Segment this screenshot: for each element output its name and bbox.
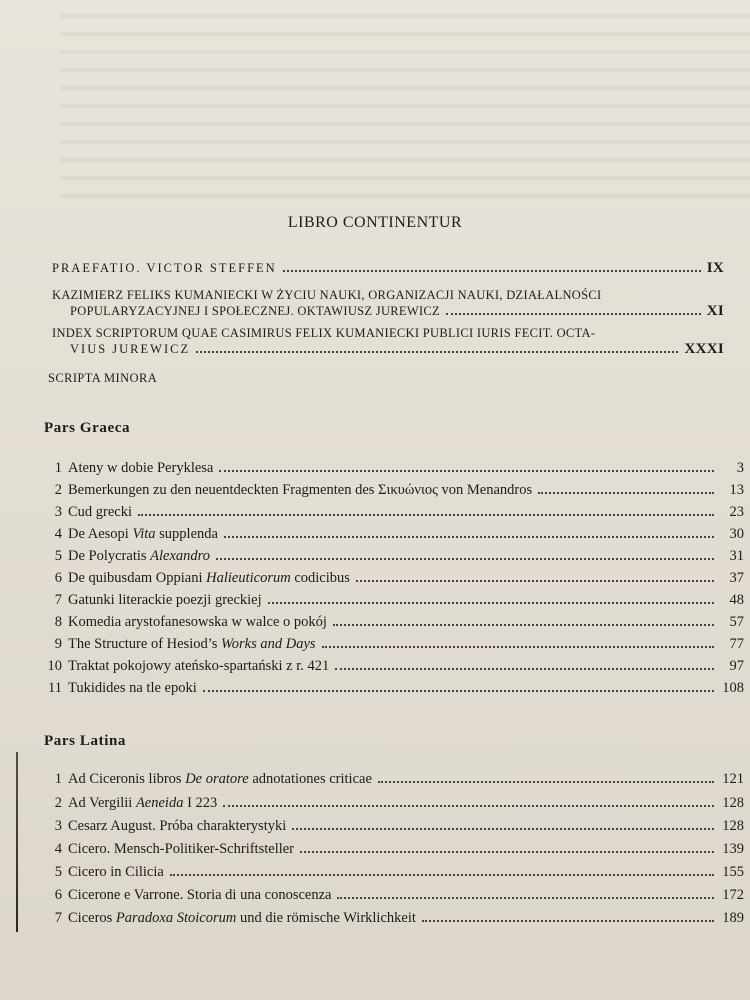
dot-leader xyxy=(335,668,714,670)
entry-number: 9 xyxy=(54,636,62,652)
page-number: 121 xyxy=(722,771,744,787)
dot-leader xyxy=(196,351,678,353)
dot-leader xyxy=(300,851,714,853)
page-number: 155 xyxy=(722,864,744,880)
dot-leader xyxy=(322,646,714,648)
book-gutter-edge xyxy=(16,752,18,932)
pars-latina-heading: Pars Latina xyxy=(44,733,127,749)
entry-number: 6 xyxy=(54,887,62,903)
toc-entry xyxy=(44,614,744,636)
dot-leader xyxy=(292,828,714,830)
entry-number: 7 xyxy=(54,910,62,926)
page-number: 3 xyxy=(736,460,744,476)
entry-line-1: INDEX SCRIPTORUM QUAE CASIMIRUS FELIX KUMANIECKI PUBLICI IURIS FECIT. OCTA- xyxy=(52,326,596,340)
page-number: 128 xyxy=(722,795,744,811)
dot-leader xyxy=(333,624,714,626)
toc-entry xyxy=(44,570,744,592)
contents-title: LIBRO CONTINENTUR xyxy=(287,214,463,231)
page-number: 77 xyxy=(729,636,744,652)
entry-title: Cesarz August. Próba charakterystyki xyxy=(68,818,287,834)
page-number: 139 xyxy=(722,841,744,857)
entry-title: De quibusdam Oppiani Halieuticorum codicibus xyxy=(68,570,350,586)
entry-title: Ciceros Paradoxa Stoicorum und die römische Wirklichkeit xyxy=(68,910,416,926)
entry-title: Gatunki literackie poezji greckiej xyxy=(68,592,262,608)
front-matter-praefatio xyxy=(52,260,724,276)
page-number: 108 xyxy=(722,680,744,696)
entry-title: Bemerkungen zu den neuentdeckten Fragmenten des Σικυώνιος von Menandros xyxy=(68,482,533,498)
entry-title: Cud grecki xyxy=(68,504,133,520)
page-number: 128 xyxy=(722,818,744,834)
toc-entry xyxy=(44,887,744,909)
front-matter-kumaniecki xyxy=(52,287,724,319)
toc-entry xyxy=(44,910,744,932)
entry-line-2: VIUS JUREWICZ xyxy=(70,342,191,356)
dot-leader xyxy=(268,602,714,604)
entry-number: 7 xyxy=(54,592,62,608)
entry-title: Tukidides na tle epoki xyxy=(68,680,197,696)
dot-leader xyxy=(538,492,714,494)
page-number: 189 xyxy=(722,910,744,926)
dot-leader xyxy=(170,874,714,876)
page-number: 172 xyxy=(722,887,744,903)
toc-entry xyxy=(44,548,744,570)
toc-entry xyxy=(44,636,744,658)
toc-entry xyxy=(44,482,744,504)
toc-entry xyxy=(44,818,744,840)
page-number: 48 xyxy=(729,592,744,608)
entry-title: De Aesopi Vita supplenda xyxy=(68,526,218,542)
page-number: 13 xyxy=(729,482,744,498)
dot-leader xyxy=(378,781,714,783)
dot-leader xyxy=(216,558,714,560)
toc-entry xyxy=(44,795,744,817)
scripta-minora-heading: SCRIPTA MINORA xyxy=(48,371,158,385)
page-number: 57 xyxy=(729,614,744,630)
dot-leader xyxy=(446,313,701,315)
toc-entry xyxy=(44,680,744,702)
dot-leader xyxy=(219,470,714,472)
page-number: 30 xyxy=(729,526,744,542)
entry-title: Traktat pokojowy ateńsko-spartański z r. 421 xyxy=(68,658,330,674)
entry-number: 8 xyxy=(54,614,62,630)
entry-title: The Structure of Hesiod’s Works and Days xyxy=(68,636,316,652)
entry-number: 11 xyxy=(48,680,62,696)
bleed-through-text xyxy=(60,0,750,210)
dot-leader xyxy=(223,805,714,807)
page-number: 97 xyxy=(729,658,744,674)
entry-number: 3 xyxy=(54,818,62,834)
dot-leader xyxy=(224,536,714,538)
dot-leader xyxy=(283,270,701,272)
page-number: 23 xyxy=(729,504,744,520)
entry-line-2: POPULARYZACYJNEJ I SPOŁECZNEJ. OKTAWIUSZ JUREWICZ xyxy=(70,304,440,318)
entry-number: 3 xyxy=(54,504,62,520)
entry-title: Komedia arystofanesowska w walce o pokój xyxy=(68,614,327,630)
entry-number: 1 xyxy=(54,460,62,476)
entry-title: Cicerone e Varrone. Storia di una conoscenza xyxy=(68,887,332,903)
entry-number: 5 xyxy=(54,864,62,880)
dot-leader xyxy=(337,897,714,899)
page-number: 37 xyxy=(729,570,744,586)
entry-number: 10 xyxy=(47,658,62,674)
toc-entry xyxy=(44,460,744,482)
dot-leader xyxy=(138,514,714,516)
page-number: XXXI xyxy=(684,341,724,357)
entry-title: Ad Vergilii Aeneida I 223 xyxy=(68,795,218,811)
page-number: 31 xyxy=(729,548,744,564)
toc-entry xyxy=(44,864,744,886)
entry-number: 2 xyxy=(54,795,62,811)
toc-entry xyxy=(44,771,744,793)
dot-leader xyxy=(422,920,714,922)
entry-title: Ateny w dobie Peryklesa xyxy=(68,460,214,476)
page-number: XI xyxy=(706,303,724,319)
toc-entry xyxy=(44,841,744,863)
pars-graeca-heading: Pars Graeca xyxy=(44,420,131,436)
toc-entry xyxy=(44,658,744,680)
entry-number: 4 xyxy=(54,841,62,857)
page-number: IX xyxy=(706,260,724,276)
toc-entry xyxy=(44,592,744,614)
entry-number: 6 xyxy=(54,570,62,586)
entry-number: 1 xyxy=(54,771,62,787)
entry-number: 2 xyxy=(54,482,62,498)
front-matter-index xyxy=(52,325,724,357)
entry-title: Ad Ciceronis libros De oratore adnotationes criticae xyxy=(68,771,372,787)
entry-title: De Polycratis Alexandro xyxy=(68,548,211,564)
toc-entry xyxy=(44,504,744,526)
entry-number: 4 xyxy=(54,526,62,542)
entry-line-1: KAZIMIERZ FELIKS KUMANIECKI W ŻYCIU NAUKI, ORGANIZACJI NAUKI, DZIAŁALNOŚCI xyxy=(52,288,602,302)
praefatio-text: PRAEFATIO. VICTOR STEFFEN xyxy=(52,261,277,275)
dot-leader xyxy=(203,690,714,692)
entry-number: 5 xyxy=(54,548,62,564)
toc-entry xyxy=(44,526,744,548)
dot-leader xyxy=(356,580,714,582)
entry-title: Cicero. Mensch-Politiker-Schriftsteller xyxy=(68,841,295,857)
entry-title: Cicero in Cilicia xyxy=(68,864,164,880)
